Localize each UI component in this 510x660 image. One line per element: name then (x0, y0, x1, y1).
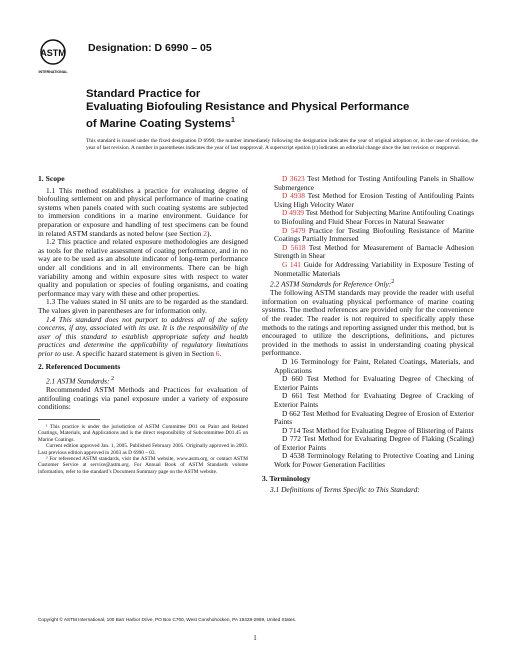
section-heading-referenced-documents: 2. Referenced Documents (38, 362, 121, 372)
designation: Designation: D 6990 – 05 (88, 42, 212, 54)
reference-item: G 141 Guide for Addressing Variability in Exposure Testing of Nonmetallic Materials (274, 259, 474, 278)
paragraph-1-4: 1.4 This standard does not purport to address all of the safety concerns, if any, associated with its use. It is the responsibility of the user of this standard to establish appropriate safety and health practices and determine the applicability of regulatory limitations prior to use. A specific hazard statement is given in Section 6. (38, 314, 248, 358)
reference-item: D 4938 Test Method for Erosion Testing of Antifouling Paints Using High Velocity Water (274, 191, 475, 209)
section-link[interactable]: 2 (203, 228, 207, 238)
section-heading-terminology: 3. Terminology (262, 473, 311, 483)
reference-list-b (262, 358, 474, 470)
title-line-1: Standard Practice for (86, 88, 201, 100)
page-number: 1 (253, 634, 257, 642)
reference-link[interactable]: D 5479 (282, 225, 306, 235)
footnote-1-edition: Current edition approved Jan. 1, 2005. Published February 2005. Originally approved in 2003. Last previous edition approved in 2003 as D 6990 – 03. (38, 443, 248, 456)
reference-link[interactable]: G 141 (282, 259, 302, 269)
reference-item: D 5479 Practice for Testing Biofouling Resistance of Marine Coatings Partially Immersed (274, 225, 475, 244)
footnote-1: ¹ This practice is under the jurisdiction of ASTM Committee D01 on Paint and Related Coatings, Materials, and Applications and is the direct responsibility of Subcommittee D01.45 on Marine Coatings. (38, 423, 248, 443)
paragraph-2-2-body: The following ASTM standards may provide the reader with useful information on evaluating physical performance of marine coating systems. The method references are provided only for the convenience of the reader. The reader is not required to specifically apply these methods to the ratings and reporting assigned under this method, but is encouraged to utilize the descriptions, definitions, and pictures provided in the methods to assist in understanding coating physical performance. (262, 288, 474, 358)
footnote-divider (38, 419, 100, 420)
astm-logo (38, 37, 68, 77)
issuance-note: This standard is issued under the fixed designation D 6990; the number immediately following the designation indicates the year of original adoption or, in the case of revision, the year of last revision. A number in parentheses indicates the year of last reapproval. A superscript epsilon (ε) indicates an editorial change since the last revision or reapproval. (86, 138, 478, 152)
reference-item: D 3623 Test Method for Testing Antifouling Panels in Shallow Submergence (274, 174, 474, 192)
paragraph-2-1-body: Recommended ASTM Methods and Practices for evaluation of antifouling coatings via panel exposure under a variety of exposure conditions: (38, 385, 248, 412)
paragraph-1-1: 1.1 This method establishes a practice for evaluating degree of biofouling settlement on and physical performance of marine coating systems when panels coated with such coating systems are subjected to immersion conditions in a marine environment. Guidance for preparation or exposure and handling of test specimens can be found in related ASTM standards as noted below (see Section 2). (38, 185, 248, 238)
reference-link[interactable]: D 4938 (282, 191, 305, 201)
section-heading-scope: 1. Scope (38, 174, 65, 183)
reference-link[interactable]: D 4939 (282, 208, 304, 218)
paragraph-2-2: 2.2 ASTM Standards for Reference Only:$^2$ (270, 279, 395, 289)
title-line-3: of Marine Coating Systems$^1$ (86, 117, 235, 130)
left-column (38, 175, 248, 475)
reference-link[interactable]: D 5618 (282, 242, 306, 252)
svg-text:ASTM: ASTM (40, 48, 66, 58)
reference-item: D 661 Test Method for Evaluating Degree of Cracking of Exterior Paints (274, 391, 474, 409)
right-column (262, 175, 474, 495)
svg-text:INTERNATIONAL: INTERNATIONAL (38, 70, 68, 74)
footnote-2: ² For referenced ASTM standards, visit the ASTM website, www.astm.org, or contact ASTM Customer Service at service@astm.org. For Annual Book of ASTM Standards volume information, refer to the standard’s Document Summary page on the ASTM website. (38, 455, 248, 475)
title-line-2: Evaluating Biofouling Resistance and Physical Performance (86, 101, 410, 113)
paragraph-3-1: 3.1 Definitions of Terms Specific to This Standard: (270, 485, 420, 495)
reference-item: D 714 Test Method for Evaluating Degree of Blistering of Paints (282, 425, 474, 435)
reference-link[interactable]: D 3623 (282, 174, 305, 183)
paragraph-1-2: 1.2 This practice and related exposure methodologies are designed as tools for the relative assessment of coating performance, and in no way are to be used as an absolute indicator of long-term performance under all conditions and in all environments. There can be high variability among and within exposure sites with respect to water quality and population or species of fouling organisms, and coating performance may vary with these and other properties. (38, 237, 248, 298)
reference-item: D 5618 Test Method for Measurement of Barnacle Adhesion Strength in Shear (274, 242, 474, 261)
reference-list-a (262, 175, 474, 278)
reference-item: D 660 Test Method for Evaluating Degree of Checking of Exterior Paints (274, 374, 474, 392)
document-title (86, 88, 486, 131)
paragraph-1-3: 1.3 The values stated in SI units are to be regarded as the standard. The values given in parentheses are for information only. (38, 297, 248, 315)
reference-item: D 4939 Test Method for Subjecting Marine Antifouling Coatings to Biofouling and Fluid Shear Forces in Natural Seawater (274, 208, 474, 226)
reference-item: D 16 Terminology for Paint, Related Coatings, Materials, and Applications (274, 356, 474, 375)
reference-item: D 4538 Terminology Relating to Protective Coating and Lining Work for Power Generation Facilities (274, 451, 474, 470)
reference-item: D 772 Test Method for Evaluating Degree of Flaking (Scaling) of Exterior Paints (274, 434, 474, 452)
section-link[interactable]: 6 (215, 348, 220, 358)
reference-item: D 662 Test Method for Evaluating Degree of Erosion of Exterior Paints (274, 408, 474, 427)
paragraph-2-1: 2.1 ASTM Standards: $^2$ (46, 376, 115, 386)
copyright-notice: Copyright © ASTM International, 100 Barr Harbor Drive, PO Box C700, West Conshohocken, PA 19428-2959, United States. (38, 617, 297, 622)
